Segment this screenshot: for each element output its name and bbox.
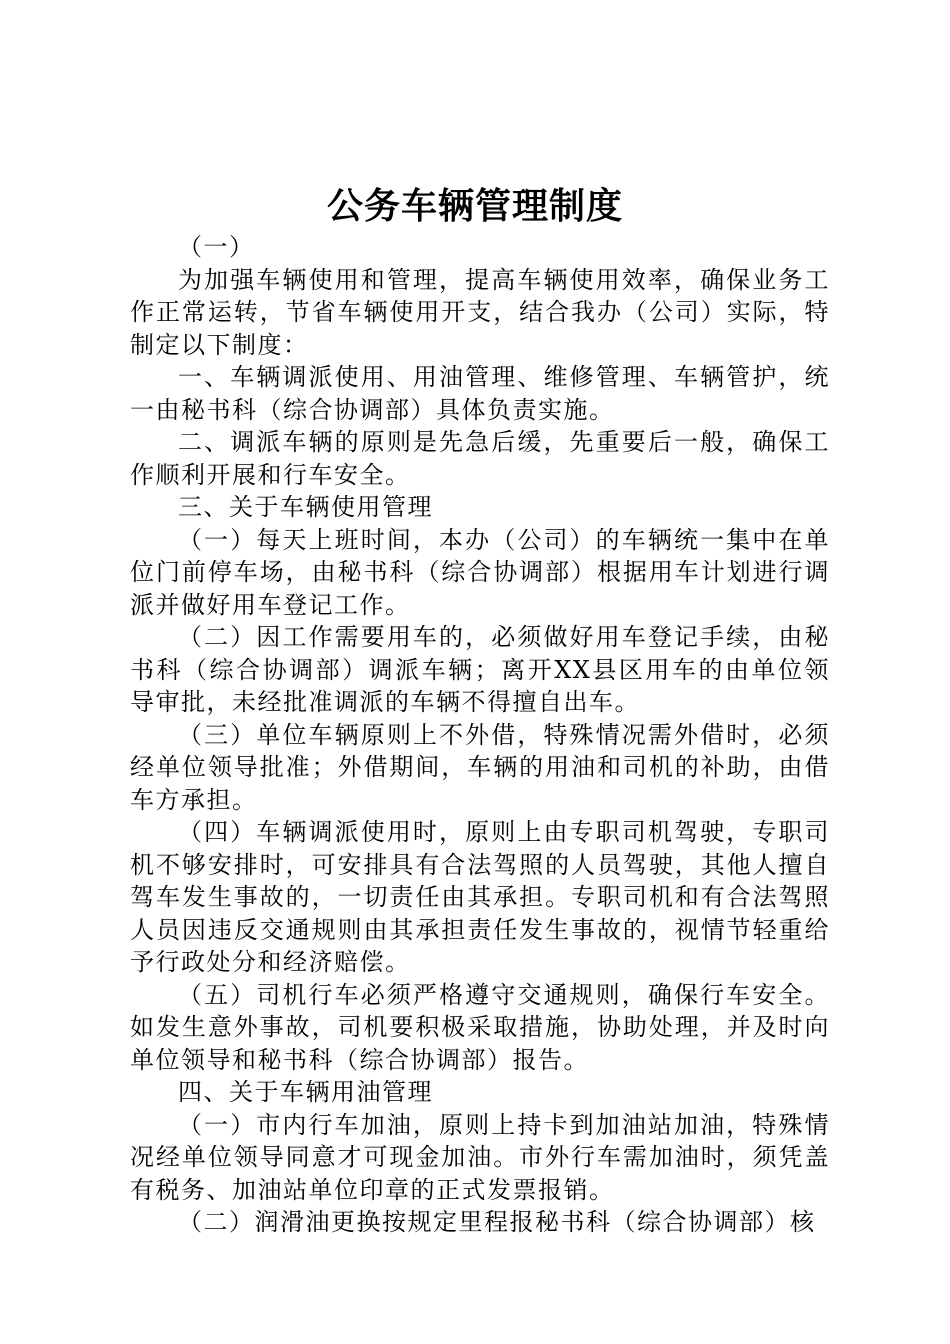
paragraph-article-3-heading: 三、关于车辆使用管理 — [178, 493, 433, 521]
document-body — [130, 231, 830, 1239]
paragraph-section-marker: （一） — [178, 233, 255, 261]
paragraph-article-4-heading: 四、关于车辆用油管理 — [178, 1078, 433, 1106]
paragraph-article-4-item-1: （一）市内行车加油，原则上持卡到加油站加油，特殊情况经单位领导同意才可现金加油。市外行车需加油时，须凭盖有税务、加油站单位印章的正式发票报销。 — [130, 1110, 830, 1204]
document-title: 公务车辆管理制度 — [326, 186, 623, 227]
paragraph-article-3-item-1: （一）每天上班时间，本办（公司）的车辆统一集中在单位门前停车场，由秘书科（综合协调部）根据用车计划进行调派并做好用车登记工作。 — [130, 525, 830, 619]
paragraph-article-2: 二、调派车辆的原则是先急后缓，先重要后一般，确保工作顺利开展和行车安全。 — [130, 428, 830, 489]
paragraph-article-3-item-4: （四）车辆调派使用时，原则上由专职司机驾驶，专职司机不够安排时，可安排具有合法驾照的人员驾驶，其他人擅自驾车发生事故的，一切责任由其承担。专职司机和有合法驾照人员因违反交通规则由其承担责任发生事故的，视情节轻重给予行政处分和经济赔偿。 — [130, 818, 830, 976]
paragraph-article-4-item-2: （二）润滑油更换按规定里程报秘书科（综合协调部）核 — [178, 1208, 816, 1236]
paragraph-article-1: 一、车辆调派使用、用油管理、维修管理、车辆管护，统一由秘书科（综合协调部）具体负责实施。 — [130, 363, 830, 424]
paragraph-purpose: 为加强车辆使用和管理，提高车辆使用效率，确保业务工作正常运转，节省车辆使用开支，结合我办（公司）实际，特制定以下制度： — [130, 265, 830, 359]
paragraph-article-3-item-3: （三）单位车辆原则上不外借，特殊情况需外借时，必须经单位领导批准；外借期间，车辆的用油和司机的补助，由借车方承担。 — [130, 720, 830, 814]
paragraph-article-3-item-2: （二）因工作需要用车的，必须做好用车登记手续，由秘书科（综合协调部）调派车辆；离开XX县区用车的由单位领导审批，未经批准调派的车辆不得擅自出车。 — [130, 623, 830, 716]
paragraph-article-3-item-5: （五）司机行车必须严格遵守交通规则，确保行车安全。如发生意外事故，司机要积极采取措施，协助处理，并及时向单位领导和秘书科（综合协调部）报告。 — [130, 980, 830, 1074]
